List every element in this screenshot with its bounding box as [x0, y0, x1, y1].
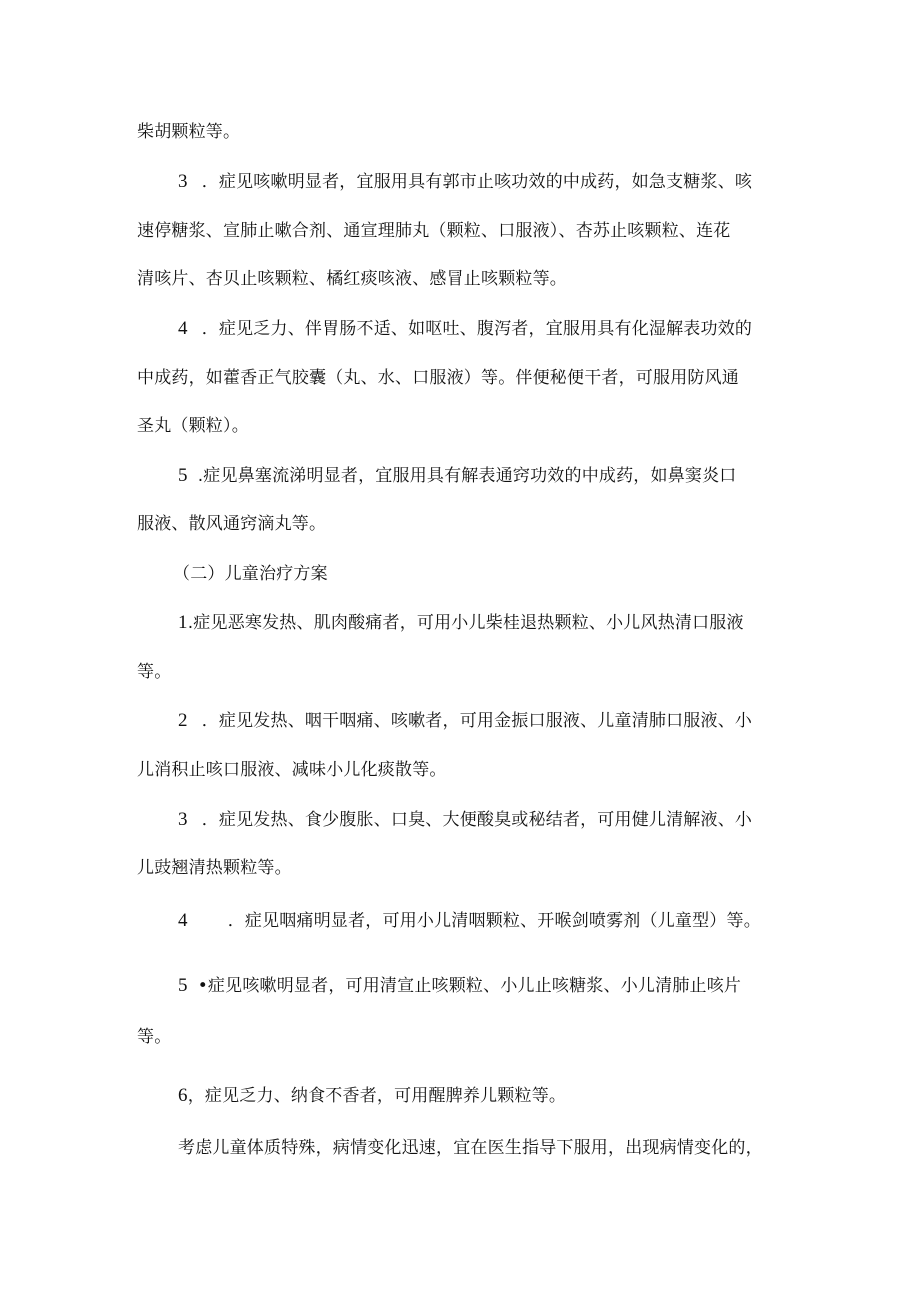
paragraph-line	[0, 512, 920, 536]
paragraph-line	[0, 1136, 920, 1160]
line-text: 等。	[137, 1027, 172, 1047]
line-text: 服液、散风通窍滴丸等。	[137, 514, 327, 534]
item-text: •症见咳嗽明显者，可用清宣止咳颗粒、小儿止咳糖浆、小儿清肺止咳片	[197, 976, 742, 996]
item-number: 1	[178, 612, 188, 633]
list-item-child-3	[0, 808, 920, 832]
paragraph-line	[0, 856, 920, 880]
list-item-child-1	[0, 611, 920, 635]
heading-text: （二）儿童治疗方案	[173, 564, 328, 584]
line-text: 考虑儿童体质特殊，病情变化迅速，宜在医生指导下服用，出现病情变化的，	[178, 1138, 763, 1158]
item-number: 2	[178, 710, 188, 731]
list-item-adult-4	[0, 317, 920, 341]
item-number: 4	[178, 910, 188, 931]
line-text: 清咳片、杏贝止咳颗粒、橘红痰咳液、感冒止咳颗粒等。	[137, 269, 567, 289]
item-text: .症见恶寒发热、肌肉酸痛者，可用小儿柴桂退热颗粒、小儿风热清口服液	[187, 613, 744, 633]
paragraph-line	[0, 267, 920, 291]
list-item-child-5	[0, 974, 920, 998]
item-text: ．症见咳嗽明显者，宜服用具有郭市止咳功效的中成药，如急支糖浆、咳	[201, 172, 753, 192]
line-text: 等。	[137, 662, 172, 682]
paragraph-line	[0, 219, 920, 243]
item-number: 6	[178, 1085, 188, 1106]
item-number: 4	[178, 318, 188, 339]
line-text: 中成药，如藿香正气胶囊（丸、水、口服液）等。伴便秘便干者，可服用防风通	[137, 368, 739, 388]
paragraph-line	[0, 660, 920, 684]
paragraph-line	[0, 1025, 920, 1049]
paragraph-line	[0, 758, 920, 782]
list-item-child-4	[0, 909, 920, 933]
list-item-adult-5	[0, 464, 920, 488]
section-heading	[0, 562, 920, 586]
item-text: .症见鼻塞流涕明显者，宜服用具有解表通窍功效的中成药，如鼻窦炎口	[197, 466, 737, 486]
line-text: 儿消积止咳口服液、减味小儿化痰散等。	[137, 760, 447, 780]
paragraph-line	[0, 120, 920, 144]
item-text: ，症见乏力、纳食不香者，可用醒脾养儿颗粒等。	[187, 1086, 567, 1106]
line-text: 速停糖浆、宣肺止嗽合剂、通宣理肺丸（颗粒、口服液）、杏苏止咳颗粒、连花	[137, 221, 731, 241]
item-number: 5	[178, 465, 188, 486]
line-text: 圣丸（颗粒）。	[137, 416, 249, 436]
list-item-adult-3	[0, 170, 920, 194]
list-item-child-2	[0, 709, 920, 733]
paragraph-line	[0, 366, 920, 390]
item-text: ．症见咽痛明显者，可用小儿清咽颗粒、开喉剑喷雾剂（儿童型）等。	[227, 911, 761, 931]
item-text: ．症见发热、食少腹胀、口臭、大便酸臭或秘结者，可用健儿清解液、小	[201, 810, 753, 830]
item-number: 3	[178, 171, 188, 192]
line-text: 柴胡颗粒等。	[137, 122, 241, 142]
item-text: ．症见乏力、伴胃肠不适、如呕吐、腹泻者，宜服用具有化湿解表功效的	[201, 319, 753, 339]
list-item-child-6	[0, 1084, 920, 1108]
item-number: 3	[178, 809, 188, 830]
paragraph-line	[0, 414, 920, 438]
item-text: ．症见发热、咽干咽痛、咳嗽者，可用金振口服液、儿童清肺口服液、小	[201, 711, 753, 731]
line-text: 儿豉翘清热颗粒等。	[137, 858, 292, 878]
item-number: 5	[178, 975, 188, 996]
